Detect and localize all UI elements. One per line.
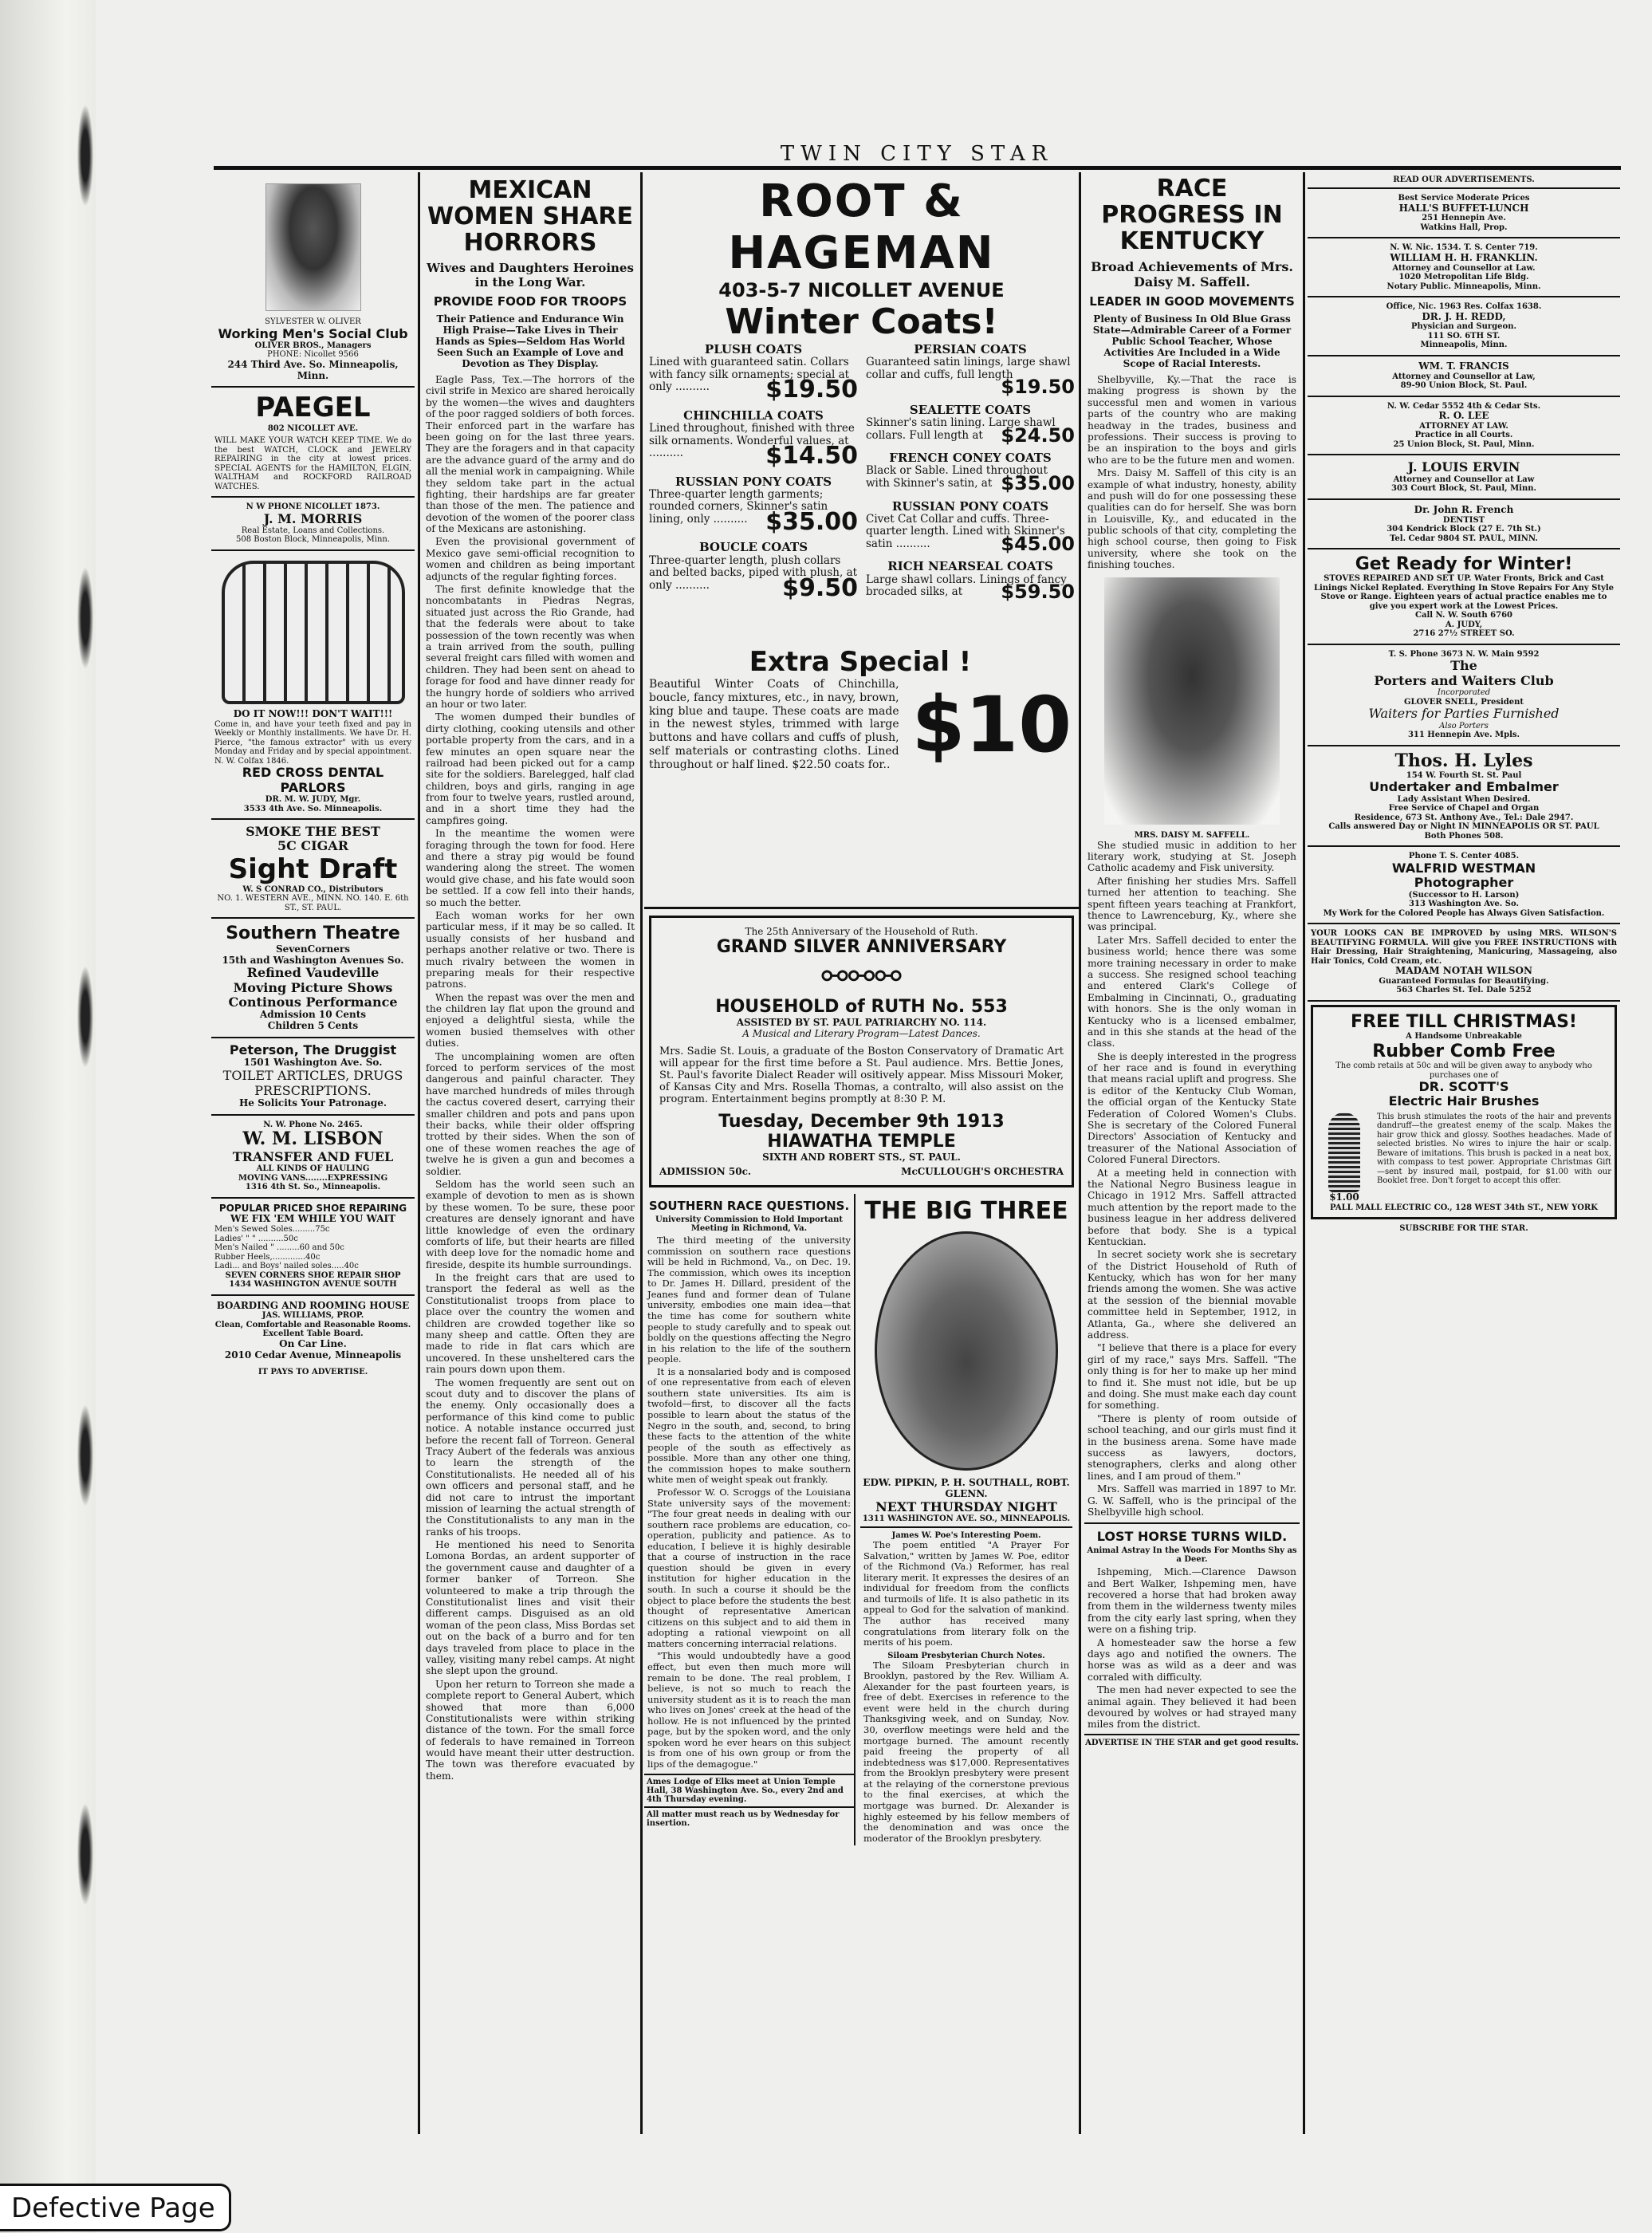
porters-the: The xyxy=(1450,658,1477,674)
paragraph: The women frequently are sent out on scout duty and to discover the plans of the enemy. Only occasionally does a performance of this kind come to public notice. A notable instance occurred just before the recent fall of Torreon. General Tracy Aubert of the federals was anxious to learn the strength of the Constitutionalists. He needed all of his own officers and personal staff, and he did not care to intrust the important mission of learning the actual strength of the Constitutionalists to any man in the ranks of his troops. xyxy=(426,1376,635,1538)
ad-peterson xyxy=(211,1038,415,1116)
franklin-line: Attorney and Counsellor at Law. xyxy=(1392,263,1536,273)
coat-item xyxy=(866,343,1075,399)
article-headline: MEXICAN WOMEN SHARE HORRORS xyxy=(427,176,634,257)
ruth-date: Tuesday, December 9th 1913 xyxy=(718,1112,1005,1132)
club-phone: PHONE: Nicollet 9566 xyxy=(267,350,359,360)
lyles-line: Free Service of Chapel and Organ xyxy=(1388,804,1540,813)
winter-name: A. JUDY, xyxy=(1445,620,1483,629)
article-body xyxy=(1084,374,1300,571)
coat-item xyxy=(866,451,1075,494)
cigar-address: NO. 1. WESTERN AVE., MINN. NO. 140. E. 6th ST., ST. PAUL. xyxy=(217,894,409,912)
wilson-text: YOUR LOOKS CAN BE IMPROVED by using MRS. WILSON'S BEAUTIFYING FORMULA. Will give you FREE INSTRUCTIONS with Hair Dressing, Hair Straightening, Manicuring, Massageing, also Hair Tonics, Cold Cream, etc. xyxy=(1311,929,1617,966)
club-address: 244 Third Ave. So. Minneapolis, Minn. xyxy=(227,358,399,381)
ad-morris xyxy=(211,498,415,551)
ad-shoe-repair xyxy=(211,1199,415,1296)
peterson-line: He Solicits Your Patronage. xyxy=(238,1097,387,1109)
article-subhead: University Commission to Hold Important Meeting in Richmond, Va. xyxy=(655,1215,843,1233)
lee-line: Practice in all Courts. xyxy=(1414,431,1513,440)
xmas-company: PALL MALL ELECTRIC CO., 128 WEST 34th ST., NEW YORK xyxy=(1330,1203,1598,1212)
lyles-line: Both Phones 508. xyxy=(1424,831,1504,841)
coat-text: Guaranteed satin linings, large shawl collar and cuffs, full length xyxy=(866,356,1071,381)
porters-inc: Incorporated xyxy=(1437,688,1491,698)
paragraph: In the freight cars that are used to transport the federal as well as the Constitutionalist troops from place to place over the country the women and children are crowded together like so many sheep and cattle. Often they are made to ride in flat cars which are uncovered. In these unsheltered cars the rain pours down upon them. xyxy=(426,1272,635,1376)
porters-pres: GLOVER SNELL, President xyxy=(1403,697,1524,707)
coat-price: $24.50 xyxy=(1001,423,1075,447)
big-three-names: EDW. PIPKIN, P. H. SOUTHALL, ROBT. GLENN. xyxy=(863,1477,1070,1499)
extra-special xyxy=(649,646,1072,772)
paragraph: Seldom has the world seen such an example of devotion to men as is shown by these women. To be sure, these poor creatures are densely ignorant and have little knowledge of even the ordinary comforts of life, but their hearts are filled with deep love for the nomadic home and fireside, despite its humble surroundings. xyxy=(426,1178,635,1270)
paragraph: The Siloam Presbyterian church in Brooklyn, pastored by the Rev. William A. Alexander for the past fourteen years, is free of debt. Exercises in reference to the event were held in the church during Thanksgiving week, and on Sunday, Nov. 30, overflow meetings were held and the mortgage burned. The amount recently paid freeing the property of all indebtedness was $17,000. Representatives from the Brooklyn presbytery were present at the relaying of the cornerstone previous to the final exercises, at which the mortgage was burned. Dr. Alexander is highly esteemed by his fellow members of the denomination and was once the moderator of the Brooklyn presbytery. xyxy=(863,1659,1069,1844)
theatre-line: Children 5 Cents xyxy=(267,1020,359,1032)
westman-line: My Work for the Colored People has Always Given Satisfaction. xyxy=(1323,908,1605,918)
board-prop: JAS. WILLIAMS, PROP. xyxy=(262,1311,364,1321)
photo-caption: SYLVESTER W. OLIVER xyxy=(265,317,361,326)
theatre-line: Refined Vaudeville xyxy=(246,965,380,981)
read-ads: READ OUR ADVERTISEMENTS. xyxy=(1308,172,1620,189)
dental-address: 3533 4th Ave. So. Minneapolis. xyxy=(243,804,383,813)
brush-illustration xyxy=(1316,1113,1372,1203)
redd-phone: Office, Nic. 1963 Res. Colfax 1638. xyxy=(1386,302,1542,312)
article-subhead: PROVIDE FOOD FOR TROOPS xyxy=(433,294,627,309)
shoe-address: 1434 WASHINGTON AVENUE SOUTH xyxy=(229,1280,397,1290)
paragraph: After finishing her studies Mrs. Saffell turned her attention to teaching. She spent fifteen years teaching at Frankfort, thence to Lawrenceburg, Ky., where she was principal. xyxy=(1088,875,1296,933)
ruth-subtitle: HOUSEHOLD of RUTH No. 553 xyxy=(715,997,1008,1017)
portrait-saffell xyxy=(1104,577,1280,825)
westman-name: WALFRID WESTMAN xyxy=(1391,860,1536,876)
francis-line: Attorney and Counsellor at Law, xyxy=(1392,372,1536,381)
ad-halls-buffet xyxy=(1308,189,1620,238)
paragraph: Upon her return to Torreon she made a complete report to General Aubert, which showed that more than 6,000 Constitutionalists were within striking distance of the town. For the small force of federals to have remained in Torreon would have meant their utter destruction. The town was therefore evacuated by them. xyxy=(426,1678,635,1782)
redd-line: Physician and Surgeon. xyxy=(1411,322,1516,332)
teeth-illustration xyxy=(222,561,405,704)
coat-price: $35.00 xyxy=(1001,472,1075,494)
lee-name: R. O. LEE xyxy=(1438,410,1489,422)
porters-line: Waiters for Parties Furnished xyxy=(1368,706,1560,722)
article-subhead: LEADER IN GOOD MOVEMENTS xyxy=(1089,294,1295,309)
ad-franklin xyxy=(1308,238,1620,297)
article-deck: Plenty of Business In Old Blue Grass State—Admirable Career of a Former Public School Teacher, Whose Activities Are Included in a Wide Scope of Racial Interests. xyxy=(1092,313,1292,369)
coat-name: RUSSIAN PONY COATS xyxy=(675,474,832,489)
column-2 xyxy=(423,172,638,2142)
club-managers: OLIVER BROS., Managers xyxy=(254,341,372,350)
peterson-line: TOILET ARTICLES, DRUGS PRESCRIPTIONS. xyxy=(222,1068,403,1098)
ruth-admission: ADMISSION 50c. xyxy=(659,1166,752,1177)
coats-right xyxy=(866,343,1075,608)
hall-top: Best Service Moderate Prices xyxy=(1398,194,1530,203)
french-line: DENTIST xyxy=(1442,515,1485,525)
extra-head: Extra Special ! xyxy=(749,646,972,678)
westman-line: Photographer xyxy=(1414,875,1514,891)
redd-line: 111 SO. 6TH ST. xyxy=(1427,331,1501,341)
paragraph: The women dumped their bundles of dirty clothing, cooking utensils and other portable property from the cars, and in a few minutes an open square near the railroad had been picked out for a camp site for the soldiers. Barelegged, half clad children, boys and girls, ranging in age from four to twelve years, rustled around, and in a short time they had the campfires going. xyxy=(426,711,635,826)
morris-address: 508 Boston Block, Minneapolis, Minn. xyxy=(235,535,390,545)
subscribe-notice: SUBSCRIBE FOR THE STAR. xyxy=(1399,1224,1528,1234)
column-4 xyxy=(1084,172,1300,2142)
peterson-address: 1501 Washington Ave. So. xyxy=(243,1057,383,1069)
paragraph: She is deeply interested in the progress of her race and is found in everything that means racial uplift and progress. She is editor of the Kentucky Club Woman, the official organ of the Kentucky State Federation of Colored Women's Clubs. She is secretary of the Colored Funeral Directors' Association of Kentucky and treasurer of the National Association of Colored Funeral Directors. xyxy=(1088,1050,1296,1166)
paragraph: Mrs. Saffell was married in 1897 to Mr. G. W. Saffell, who is the principal of the Shelbyville high school. xyxy=(1088,1483,1296,1518)
dental-head: DO IT NOW!!! DON'T WAIT!!! xyxy=(233,707,393,719)
coat-text: Civet Cat Collar and cuffs. Three-quarter length. Lined with Skinner's satin .......... xyxy=(866,512,1065,550)
paegel-title: PAEGEL xyxy=(255,392,371,424)
paragraph: Mrs. Daisy M. Saffell of this city is an example of what industry, honesty, ability and push will do for one possessing these qualities can do for herself. She was born in Louisville, Ky., and educated in the public schools of that city, completing the high school course, then going to Fisk university, where she took on the finishing touches. xyxy=(1088,467,1296,571)
coat-price: $35.00 xyxy=(765,507,858,536)
paragraph: Even the provisional government of Mexico gave semi-official recognition to women and children as being important adjuncts of the regular fighting forces. xyxy=(426,536,635,582)
xmas-price: $1.00 xyxy=(1329,1191,1359,1203)
cigar-name: Sight Draft xyxy=(228,853,398,885)
dental-manager: DR. M. W. JUDY, Mgr. xyxy=(265,795,361,805)
coat-price: $45.00 xyxy=(1001,532,1075,555)
theatre-line: Moving Picture Shows xyxy=(233,979,393,995)
ervin-line: Attorney and Counsellor at Law xyxy=(1393,475,1535,484)
paragraph: Later Mrs. Saffell decided to enter the business world; hence there was some more training necessary in order to make a success. She resigned school teaching and entered Clark's College of Embalming in Cincinnati, O., graduating with honors. She is the only woman in Kentucky who is a licensed embalmer, and in this she stands at the head of the class. xyxy=(1088,934,1296,1050)
francis-name: WM. T. FRANCIS xyxy=(1418,360,1509,372)
ad-wilson xyxy=(1308,924,1620,1002)
franklin-name: WILLIAM H. H. FRANKLIN. xyxy=(1390,251,1538,263)
binding-stitch xyxy=(76,1396,95,1515)
paragraph: The men had never expected to see the animal again. They believed it had been devoured by wolves or had strayed many miles from the district. xyxy=(1088,1684,1296,1731)
hall-prop: Watkins Hall, Prop. xyxy=(1420,223,1508,232)
franklin-line: Notary Public. Minneapolis, Minn. xyxy=(1386,282,1541,291)
theatre-streets: 15th and Washington Avenues So. xyxy=(222,954,404,966)
ruth-line: ASSISTED BY ST. PAUL PATRIARCHY NO. 114. xyxy=(736,1017,987,1028)
french-line: 304 Kendrick Block (27 E. 7th St.) xyxy=(1386,525,1541,534)
matter-notice: All matter must reach us by Wednesday for insertion. xyxy=(644,1806,854,1830)
lee-phone: N. W. Cedar 5552 4th & Cedar Sts. xyxy=(1386,401,1541,411)
paragraph: A homesteader saw the horse a few days ago and notified the owners. The horse was as wild as a deer and was corraled with difficulty. xyxy=(1088,1636,1296,1683)
column-3 xyxy=(644,172,1079,2142)
article-subhead: Broad Achievements of Mrs. Daisy M. Saffell. xyxy=(1091,259,1293,289)
wilson-address: 563 Charles St. Tel. Dale 5252 xyxy=(1396,986,1532,995)
winter-text: STOVES REPAIRED AND SET UP. Water Fronts, Brick and Cast Linings Nickel Replated. Everything In Stove Repairs For Any Style Stove or Range. Eighteen years of actual practice enables me to give you expert work at the Lowest Prices. xyxy=(1313,574,1615,611)
peterson-name: Peterson, The Druggist xyxy=(229,1042,397,1058)
big-three-photo xyxy=(875,1231,1058,1471)
board-head: BOARDING AND ROOMING HOUSE xyxy=(216,1299,410,1311)
ruth-title: GRAND SILVER ANNIVERSARY xyxy=(716,937,1007,957)
ad-lee xyxy=(1308,397,1620,456)
coat-text: Lined with guaranteed satin. Collars with fancy silk ornaments; special at only .......... xyxy=(649,356,850,394)
ad-household-ruth xyxy=(649,916,1074,1187)
pays-to-advertise: IT PAYS TO ADVERTISE. xyxy=(258,1367,368,1376)
morris-line: Real Estate, Loans and Collections. xyxy=(241,526,385,535)
ad-ervin xyxy=(1308,455,1620,499)
dental-text: Come in, and have your teeth fixed and pay in Weekly or Monthly installments. We have Dr. H. Pierce, "the famous extractor" with us every Monday and Friday and by special appointment. N. W. Colfax 1846. xyxy=(214,719,411,766)
shoe-price: Men's Nailed " .........60 and 50c xyxy=(214,1243,344,1253)
ruth-line: A Musical and Literary Program—Latest Dances. xyxy=(742,1028,981,1039)
paragraph: When the repast was over the men and the children lay flat upon the ground and enjoyed a delightful siesta, while the women busied themselves with other duties. xyxy=(426,991,635,1050)
lyles-address: 154 W. Fourth St. St. Paul xyxy=(1406,770,1522,780)
article-headline: SOUTHERN RACE QUESTIONS. xyxy=(648,1199,850,1213)
article-body xyxy=(423,374,638,1782)
coat-item xyxy=(649,409,858,471)
lisbon-line: ALL KINDS OF HAULING xyxy=(256,1164,370,1174)
paragraph: The third meeting of the university commission on southern race questions will be held in Richmond, Va., on Dec. 19. The commission, which owes its inception to Dr. James H. Dillard, president of the Jeanes fund and former dean of Tulane university, embodies one main idea—that the time has come for southern white people to study carefully and to speak out boldly on the questions affecting the Negro in his relation to the life of the southern people. xyxy=(647,1235,851,1365)
masthead: TWIN CITY STAR xyxy=(780,142,1054,166)
article-subhead: Animal Astray In the Woods For Months Shy as a Deer. xyxy=(1087,1546,1297,1565)
ad-cigar xyxy=(211,820,415,919)
coat-price: $59.50 xyxy=(1001,581,1075,604)
portrait-oliver xyxy=(266,183,361,311)
franklin-line: 1020 Metropolitan Life Bldg. xyxy=(1398,273,1529,282)
poe-head: James W. Poe's Interesting Poem. xyxy=(891,1531,1041,1540)
paragraph: Each woman works for her own particular mess, if it may be so called. It usually consists of her husband and perhaps another relative or two. There is much rivalry between the women in preparing meals for their respective patrons. xyxy=(426,909,635,990)
ad-root-hageman xyxy=(644,175,1079,909)
binding-stitch xyxy=(76,558,95,678)
shoe-head: POPULAR PRICED SHOE REPAIRING xyxy=(218,1202,407,1214)
lower-split xyxy=(644,1194,1079,1845)
ruth-orchestra: McCULLOUGH'S ORCHESTRA xyxy=(901,1166,1064,1177)
cigar-sub: 5C CIGAR xyxy=(277,838,349,854)
porters-name: Porters and Waiters Club xyxy=(1374,672,1554,688)
westman-line: 313 Washington Ave. So. xyxy=(1409,900,1519,909)
xmas-dr: DR. SCOTT'S xyxy=(1418,1079,1509,1094)
lyles-line: Residence, 673 St. Anthony Ave., Tel.: Dale 2947. xyxy=(1354,813,1574,822)
board-address: 2010 Cedar Avenue, Minneapolis xyxy=(224,1349,402,1361)
article-headline: RACE PROGRESS IN KENTUCKY xyxy=(1101,175,1283,255)
theatre-name: Southern Theatre xyxy=(226,924,400,944)
lisbon-name: W. M. LISBON xyxy=(242,1128,384,1150)
big-three-line: 1311 WASHINGTON AVE. SO., MINNEAPOLIS. xyxy=(860,1514,1072,1528)
cigar-company: W. S CONRAD CO., Distributors xyxy=(242,884,384,894)
paragraph: At a meeting held in connection with the National Negro Business league in Chicago in 1912 Mrs. Saffell attracted much attention by the report made to the business league in her address delivered before that body. She is a typical Kentuckian. xyxy=(1088,1167,1296,1247)
lyles-line: Undertaker and Embalmer xyxy=(1369,779,1559,795)
article-subhead: Wives and Daughters Heroines in the Long War. xyxy=(427,261,634,289)
binding-stitch xyxy=(76,957,95,1077)
cigar-head: SMOKE THE BEST xyxy=(246,824,380,840)
westman-phone: Phone T. S. Center 4085. xyxy=(1408,852,1520,861)
shoe-price: Ladi... and Boys' nailed soles.....40c xyxy=(214,1262,359,1271)
lisbon-address: 1316 4th St. So., Minneapolis. xyxy=(245,1183,381,1192)
paragraph: Eagle Pass, Tex.—The horrors of the civil strife in Mexico are shared heroically by the women—the wives and daughters of the poor ragged soldiers of both forces. Their enforced part in the warfare has been going on for the last three years. They are the foragers and in that capacity are the advance guard of the army and do all the menial work in campaigning. While they seldom take part in the actual fighting, their hardships are far greater than those of the men. The patience and devotion of the women of the poorer class of the Mexicans are astonishing. xyxy=(426,374,635,535)
chain-links-icon: ⚯⚯⚯ xyxy=(821,959,902,995)
binding-stitch xyxy=(76,96,95,215)
hair-brush-icon xyxy=(1328,1113,1360,1192)
lyles-line: Lady Assistant When Desired. xyxy=(1397,794,1531,804)
paragraph: Shelbyville, Ky.—That the race is making progress is shown by the successful men and women in various parts of the country who are making headway in the trades, business and professions. Their success is proving to be an inspiration to the boys and girls who are to be the future men and women. xyxy=(1088,374,1296,466)
elks-notice: Ames Lodge of Elks meet at Union Temple Hall, 38 Washington Ave. So., every 2nd and 4th Thursday evening. xyxy=(644,1774,854,1806)
column-5 xyxy=(1308,172,1620,2142)
porters-line: Also Porters xyxy=(1439,721,1489,731)
ruth-line: The 25th Anniversary of the Household of Ruth. xyxy=(745,926,978,937)
ad-boarding xyxy=(211,1296,415,1381)
column-rule xyxy=(1303,172,1305,2134)
board-line: On Car Line. xyxy=(279,1337,347,1349)
extra-text: Beautiful Winter Coats of Chinchilla, boucle, fancy mixtures, etc., in navy, brown, king blue and taupe. These coats are made in the newest styles, trimmed with large buttons and have collars and cuffs of plush, self materials or contrasting cloths. Lined throughout or half lined. $22.50 coats for.. xyxy=(649,678,899,771)
coat-name: BOUCLE COATS xyxy=(698,540,808,555)
hall-address: 251 Hennepin Ave. xyxy=(1422,214,1506,223)
paragraph: The poem entitled "A Prayer For Salvation," written by James W. Poe, editor of the Richmond (Va.) Reformer, has real literary merit. It expresses the desires of an individual for freedom from the conflicts and turmoils of life. It is also pathetic in its appeal to God for the salvation of mankind. The author has received many congratulations from literary folk on the merits of his poem. xyxy=(863,1539,1069,1648)
paragraph: "There is plenty of room outside of school teaching, and our girls must find it in the business arena. Some have made success as lawyers, doctors, stenographers, clerks and along other lines, and I am proud of them." xyxy=(1088,1412,1296,1482)
coat-text: Black or Sable. Lined throughout with Skinner's satin, at xyxy=(866,464,1048,490)
lisbon-phone: N. W. Phone No. 2465. xyxy=(263,1120,363,1129)
lee-line: 25 Union Block, St. Paul, Minn. xyxy=(1393,439,1535,449)
ad-lyles xyxy=(1308,746,1620,848)
francis-line: 89-90 Union Block, St. Paul. xyxy=(1400,381,1528,391)
column-1 xyxy=(211,172,415,2142)
ad-redd xyxy=(1308,297,1620,356)
lyles-name: Thos. H. Lyles xyxy=(1394,750,1533,771)
xmas-desc: This brush stimulates the roots of the hair and prevents dandruff—the greatest enemy of the scalp. Makes the hair grow thick and glossy. Soothes headaches. Made of selected bristles. No wires to injure the hair or scalp. Beware of imitations. This brush is packed in a neat box, with compass to test power. Appropriate Christmas Gift —sent by insured mail, postpaid, for $1.00 with our Booklet free. Don't forget to accept this offer. xyxy=(1377,1112,1611,1186)
paegel-text: WILL MAKE YOUR WATCH KEEP TIME. We do the best WATCH, CLOCK and JEWELRY REPAIRING in the city at lowest prices. SPECIAL AGENTS for the HAMILTON, ELGIN, WALTHAM and ROCKFORD RAILROAD WATCHES. xyxy=(214,436,411,491)
shoe-price: Ladies' " " ..........50c xyxy=(214,1234,298,1243)
coat-price: $19.50 xyxy=(765,376,858,404)
big-three-head: THE BIG THREE xyxy=(864,1197,1068,1225)
coat-name: CHINCHILLA COATS xyxy=(683,408,824,423)
ervin-name: J. LOUIS ERVIN xyxy=(1407,459,1520,475)
column-rule xyxy=(418,172,420,2134)
ruth-text: Mrs. Sadie St. Louis, a graduate of the Boston Conservatory of Dramatic Art will appear for the first time before a St. Paul audience. Mrs. Bettie Jones, St. Paul's favorite Dialect Reader will ositively appear. Miss Missouri Moker, of Kansas City and Mrs. Rosella Thomas, a contralto, will also assist on the program. Entertainment begins promptly at 8:30 P. M. xyxy=(659,1046,1064,1105)
ad-francis xyxy=(1308,356,1620,397)
lisbon-line: TRANSFER AND FUEL xyxy=(232,1148,394,1164)
ad-french xyxy=(1308,500,1620,549)
ruth-place: HIAWATHA TEMPLE xyxy=(767,1132,956,1152)
xmas-brush: Electric Hair Brushes xyxy=(1388,1093,1540,1109)
winter-address: 2716 27½ STREET SO. xyxy=(1413,629,1515,639)
ad-porters xyxy=(1308,645,1620,746)
paragraph: The first definite knowledge that the noncombatants in Piedras Negras, situated just across the Rio Grande, had that the federals were about to take possession of the town recently was when a train arrived from the south, pulling several freight cars filled with women and children. They had been sent on ahead to forage for food and have dinner ready for the hungry horde of soldiers who arrived an hour or two later. xyxy=(426,584,635,710)
coat-item xyxy=(866,404,1075,447)
paragraph: "This would undoubtedly have a good effect, but even then much more will remain to be done. The real problem, I believe, is not so much to reach the university student as it is to reach the man who lives on Jones' creek at the head of the hollow. He is not influenced by the printed page, but by the spoken word, and the only spoken word he ever hears on this subject is from one of his own group or from the lips of the demagogue." xyxy=(647,1650,851,1770)
coat-price: $19.50 xyxy=(1001,376,1075,399)
coat-item xyxy=(649,475,858,537)
morris-name: J. M. MORRIS xyxy=(263,510,363,526)
masthead-rule xyxy=(214,166,1621,170)
dental-name: RED CROSS DENTAL PARLORS xyxy=(242,765,384,795)
porters-phone: T. S. Phone 3673 N. W. Main 9592 xyxy=(1388,649,1540,659)
ad-dr-scott xyxy=(1311,1005,1617,1219)
theatre-location: SevenCorners xyxy=(276,943,350,955)
ad-dental xyxy=(211,551,415,820)
lyles-line: Calls answered Day or Night IN MINNEAPOLIS OR ST. PAUL xyxy=(1328,822,1599,832)
winter-head: Get Ready for Winter! xyxy=(1355,554,1573,575)
paragraph: The uncomplaining women are often forced to perform services of the most dangerous and painful character. They have marched hundreds of miles through the cactus covered desert, carrying their smaller children and pots and pans upon their backs, while their older offspring trotted by their sides. When the son of one of these women reaches the age of twelve he is given a gun and becomes a soldier. xyxy=(426,1050,635,1177)
coat-name: RUSSIAN PONY COATS xyxy=(891,498,1049,514)
westman-line: (Successor to H. Larson) xyxy=(1408,890,1520,900)
xmas-head: FREE TILL CHRISTMAS! xyxy=(1351,1011,1577,1032)
ad-westman xyxy=(1308,847,1620,924)
french-line: Tel. Cedar 9804 ST. PAUL, MINN. xyxy=(1390,534,1538,543)
binding-stitch xyxy=(76,1794,95,1914)
winter-call: Call N. W. South 6760 xyxy=(1415,611,1512,620)
coats-left xyxy=(649,343,858,607)
xmas-text: The comb retails at 50c and will be given away to anybody who purchases one of xyxy=(1335,1061,1592,1080)
coat-item xyxy=(866,560,1075,603)
wilson-name: MADAM NOTAH WILSON xyxy=(1395,965,1532,977)
theatre-line: Admission 10 Cents xyxy=(259,1009,367,1021)
ad-working-mens-club xyxy=(211,172,415,388)
coat-name: PLUSH COATS xyxy=(704,342,803,356)
coat-price: $9.50 xyxy=(782,573,858,602)
coat-name: SEALETTE COATS xyxy=(909,402,1032,417)
big-three-column xyxy=(856,1194,1072,1845)
paragraph: She studied music in addition to her literary work, studying at St. Joseph Catholic academy and Fisk university. xyxy=(1088,839,1296,874)
franklin-phone: N. W. Nic. 1534. T. S. Center 719. xyxy=(1390,243,1538,253)
coat-text: Three-quarter length garments; rounded corners, Skinner's satin lining, only .......... xyxy=(649,487,828,526)
article-deck: Their Patience and Endurance Win High Praise—Take Lives in Their Hands as Spies—Seldom Has World Seen Such an Example of Love and Devotion as They Display. xyxy=(435,313,625,369)
ruth-streets: SIXTH AND ROBERT STS., ST. PAUL. xyxy=(762,1152,961,1163)
extra-price: $10 xyxy=(911,679,1072,770)
column-rule xyxy=(640,172,643,2134)
wilson-line: Guaranteed Formulas for Beautifying. xyxy=(1379,976,1549,986)
shoe-price: Rubber Heels,.............40c xyxy=(214,1252,321,1262)
advertise-notice: ADVERTISE IN THE STAR and get good results. xyxy=(1084,1734,1300,1747)
paragraph: Professor W. O. Scroggs of the Louisiana State university says of the movement: "The four great needs in dealing with our southern race problems are education, co-operation, publicity and patience. As to education, I believe it is highly desirable that a course of instruction in the race question should be given in every institution for higher education in the south. In such a course it should be the object to place before the students the best thought of representative American citizens on this subject and to aid them in adopting a rational viewpoint on all matters concerning interracial relations. xyxy=(647,1486,851,1649)
shoe-sub: WE FIX 'EM WHILE YOU WAIT xyxy=(230,1213,396,1225)
ad-title: ROOT & HAGEMAN xyxy=(728,175,995,279)
paegel-address: 802 NICOLLET AVE. xyxy=(267,423,359,433)
ervin-line: 303 Court Block, St. Paul, Minn. xyxy=(1391,484,1536,494)
shoe-price: Men's Sewed Soles.........75c xyxy=(214,1225,330,1235)
coat-item xyxy=(866,500,1075,556)
paragraph: It is a nonsalaried body and is composed of one representative from each of eleven southern state universities. Its aim is twofold—first, to discover all the facts possible to learn about the status of the Negro in the south, and, second, to bring these facts to the attention of the white people of the south as effectively as possible. More than any other one thing, the commission hopes to make southern white men of weight speak out frankly. xyxy=(647,1365,851,1486)
xmas-comb: Rubber Comb Free xyxy=(1372,1041,1556,1061)
ad-address: 403-5-7 NICOLLET AVENUE xyxy=(718,279,1005,301)
ad-theatre xyxy=(211,919,415,1038)
paragraph: "I believe that there is a place for every girl of my race," says Mrs. Saffell. "The only thing is for her to make up her mind to find it. She must not idle, but be up and doing. She must make each day count for something. xyxy=(1088,1342,1296,1412)
photo-caption: MRS. DAISY M. SAFFELL. xyxy=(1134,830,1250,840)
coat-text: Large shawl collars. Linings of fancy brocaded silks, at xyxy=(866,573,1067,599)
paragraph: In secret society work she is secretary of the District Household of Ruth of Kentucky, which has won for her many friends among the women. She was active at the session of the biennial movable committee held in September, 1912, in Atlanta, Ga., where she delivered an address. xyxy=(1088,1249,1296,1341)
theatre-line: Continous Performance xyxy=(228,994,398,1010)
column-rule xyxy=(1079,172,1081,2134)
coat-item xyxy=(649,541,858,602)
ad-paegel xyxy=(211,388,415,498)
lee-line: ATTORNEY AT LAW. xyxy=(1419,421,1508,431)
coat-text: Three-quarter length, plush collars and belted backs, piped with plush, at only .......... xyxy=(649,553,858,592)
ad-winter xyxy=(1308,549,1620,645)
southern-race-article xyxy=(644,1194,856,1845)
paragraph: In the meantime the women were foraging through the town for food. Here and there a stray pig would be found wandering along the street. The women would give chase, and his fate would soon be settled. If a cow fell into their hands, so much the better. xyxy=(426,828,635,908)
coat-name: RICH NEARSEAL COATS xyxy=(887,559,1053,574)
coat-name: FRENCH CONEY COATS xyxy=(889,451,1052,466)
porters-address: 311 Hennepin Ave. Mpls. xyxy=(1407,731,1520,740)
coat-text: Skinner's satin lining. Large shawl collars. Full length at xyxy=(866,416,1056,442)
board-line: Clean, Comfortable and Reasonable Rooms. Excellent Table Board. xyxy=(214,1320,411,1339)
club-title: Working Men's Social Club xyxy=(218,325,408,341)
coat-price: $14.50 xyxy=(765,442,858,471)
french-name: Dr. John R. French xyxy=(1414,503,1514,515)
paragraph: He mentioned his need to Senorita Lomona Bordas, an ardent supporter of the government cause and daughter of a former banker of Torreon. She volunteered to make a trip through the Constitutionalist lines and visit their different camps. Disguised as an old woman of the peon class, Miss Bordas set out on the back of a burro and for ten days traveled from place to place in the valley, visiting many rebel camps. At night she slept upon the ground. xyxy=(426,1539,635,1677)
lisbon-line: MOVING VANS........EXPRESSING xyxy=(238,1173,388,1183)
siloam-head: Siloam Presbyterian Church Notes. xyxy=(887,1651,1045,1660)
paragraph: Ishpeming, Mich.—Clarence Dawson and Bert Walker, Ishpeming men, have recovered a horse that had broken away from them in the wilderness twenty miles from the city early last spring, when they were on a fishing trip. xyxy=(1088,1566,1296,1636)
redd-line: Minneapolis, Minn. xyxy=(1420,341,1508,350)
redd-name: DR. J. H. REDD, xyxy=(1422,310,1506,322)
coat-item xyxy=(649,343,858,404)
big-three-line: NEXT THURSDAY NIGHT xyxy=(875,1499,1057,1514)
book-binding xyxy=(0,0,96,2233)
ad-winter-coats: Winter Coats! xyxy=(725,301,998,342)
ad-lisbon xyxy=(211,1116,415,1199)
coat-name: PERSIAN COATS xyxy=(914,342,1027,356)
article-headline: LOST HORSE TURNS WILD. xyxy=(1096,1529,1288,1545)
xmas-sub: A Handsome Unbreakable xyxy=(1406,1032,1522,1042)
morris-phone: N W PHONE NICOLLET 1873. xyxy=(246,502,380,512)
shoe-name: SEVEN CORNERS SHOE REPAIR SHOP xyxy=(225,1270,401,1280)
hall-name: HALL'S BUFFET-LUNCH xyxy=(1398,202,1529,214)
coat-text: Lined throughout, finished with three silk ornaments. Wonderful values, at .......... xyxy=(649,422,855,460)
article-body xyxy=(1084,840,1300,1518)
defective-page-label: Defective Page xyxy=(0,2184,231,2231)
